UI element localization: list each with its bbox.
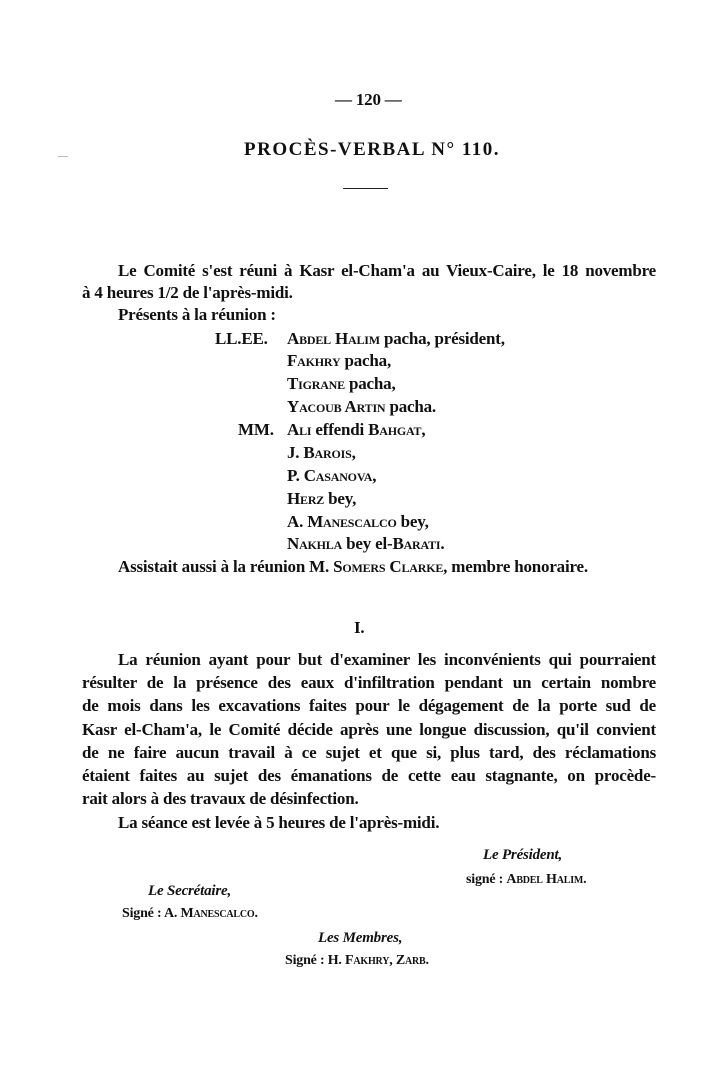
attendee-suffix: , [351, 443, 356, 462]
attendee [287, 489, 356, 509]
attendee [287, 374, 396, 394]
attendee-name: Ali [287, 420, 312, 439]
attendee-prefix: P. [287, 466, 304, 485]
attendee [287, 420, 425, 440]
president-title: Le Président, [483, 847, 563, 863]
attendee-suffix: pacha, [340, 351, 391, 370]
body-line: de ne faire aucun travail à ce sujet et que si, plus tard, des réclamations [82, 743, 656, 762]
body-line: de mois dans les excavations faites pour le dégagement de la porte sud de [82, 696, 656, 715]
attendee [287, 397, 436, 417]
honorary-member-line [118, 557, 588, 577]
attendee-suffix: pacha, président, [379, 329, 505, 348]
honorary-suffix: , membre honoraire. [443, 557, 588, 576]
attendee [287, 466, 376, 486]
signatory-name: Fakhry [345, 953, 390, 968]
attendee-suffix: bey, [396, 512, 429, 531]
intro-line: Le Comité s'est réuni à Kasr el-Cham'a au Vieux-Caire, le 18 novembre [118, 261, 656, 280]
attendee-suffix: , [372, 466, 377, 485]
attendee-suffix: , [421, 420, 426, 439]
attendee [287, 512, 429, 532]
president-signature [466, 870, 586, 890]
attendee-name: Bahgat [368, 420, 422, 439]
signed-label: Signé : H. [285, 953, 346, 968]
attendee-suffix: pacha, [344, 374, 396, 393]
secretary-signature [122, 904, 258, 924]
separator: , [389, 953, 396, 968]
attendee-suffix: pacha. [385, 397, 436, 416]
members-title: Les Membres, [318, 930, 403, 946]
signatory-name: Manescalco. [180, 906, 258, 921]
body-line: étaient faites au sujet des émanations de cette eau stagnante, on procède- [82, 766, 656, 785]
closing-line: La séance est levée à 5 heures de l'après-midi. [118, 813, 440, 832]
attendee-name: Barois [303, 443, 352, 462]
attendee-suffix: . [440, 534, 445, 553]
honorary-name: Somers Clarke [333, 557, 444, 576]
attendee-name: Abdel Halim [287, 329, 380, 348]
signed-label: Signé : A. [122, 906, 181, 921]
page-number: — 120 — [335, 90, 402, 109]
messieurs-label: MM. [238, 420, 274, 439]
body-line: La réunion ayant pour but d'examiner les inconvénients qui pourraient [118, 650, 656, 669]
secretary-title: Le Secrétaire, [148, 883, 232, 899]
attendee-name: Fakhry [287, 351, 341, 370]
page-title: PROCÈS-VERBAL N° 110. [244, 139, 501, 160]
attendee [287, 329, 505, 349]
attendee [287, 443, 356, 463]
attendee [287, 534, 444, 554]
honorary-prefix: Assistait aussi à la réunion M. [118, 557, 334, 576]
section-number: I. [354, 618, 365, 637]
signatory-name: Zarb. [395, 953, 429, 968]
attendee-prefix: J. [287, 443, 304, 462]
attendee-name: Tigrane [287, 374, 345, 393]
margin-mark [58, 156, 68, 157]
signatory-name: Abdel Halim. [506, 872, 587, 887]
attendee-suffix: bey, [324, 489, 357, 508]
excellencies-label: LL.EE. [215, 329, 268, 348]
presents-label: Présents à la réunion : [118, 305, 276, 324]
attendee-name: Herz [287, 489, 325, 508]
attendee-suffix: effendi [311, 420, 369, 439]
title-divider [343, 188, 388, 189]
body-line: résulter de la présence des eaux d'infiltration pendant un certain nombre [82, 673, 656, 692]
attendee-name: Yacoub Artin [287, 397, 386, 416]
attendee-name: Nakhla [287, 534, 343, 553]
attendee-name: Barati [392, 534, 441, 553]
attendee-prefix: A. [287, 512, 308, 531]
body-line: Kasr el-Cham'a, le Comité décide après une longue discussion, qu'il convient [82, 720, 656, 739]
attendee-suffix: bey el- [342, 534, 393, 553]
attendee [287, 351, 391, 371]
body-line: rait alors à des travaux de désinfection. [82, 789, 359, 808]
intro-line: à 4 heures 1/2 de l'après-midi. [82, 283, 293, 302]
attendee-name: Casanova [303, 466, 373, 485]
members-signature [285, 951, 429, 971]
attendee-name: Manescalco [307, 512, 397, 531]
signed-label: signé : [466, 872, 507, 887]
